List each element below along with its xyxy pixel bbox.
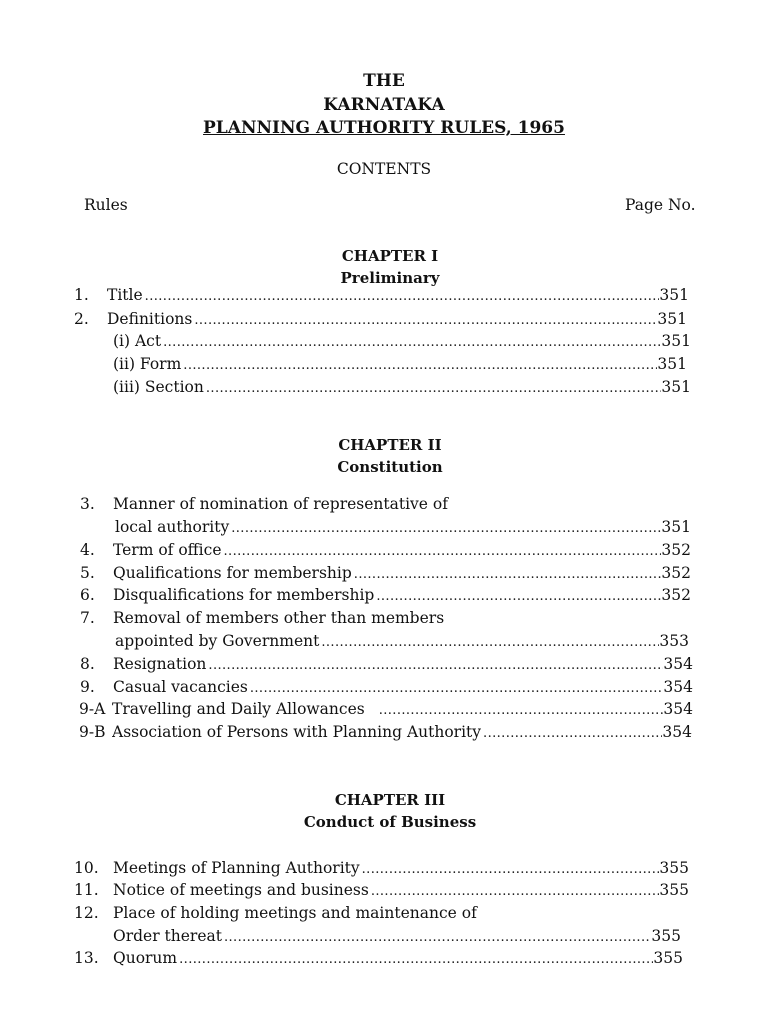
toc-page-number: 355 [659,881,689,899]
dot-leader [374,586,661,606]
toc-entry-7[interactable] [115,630,689,652]
toc-page-number: 351 [657,355,687,373]
toc-entry-label: Place of holding meetings and maintenance of [113,904,477,922]
toc-entry-label: Casual vacancies [113,678,248,696]
dot-leader [365,700,664,720]
toc-entry-label: Disqualifications for membership [113,586,375,604]
dot-leader [248,678,664,698]
toc-entry-9a[interactable] [112,698,693,720]
toc-entry-label: Resignation [113,655,207,673]
toc-entry-3-first-line: 3. Manner of nomination of representative of [80,495,448,513]
chapter-3-subtitle: Conduct of Business [303,813,477,831]
dot-leader [229,518,661,538]
toc-entry-6[interactable] [113,584,691,606]
chapter-3-title: CHAPTER III [334,791,446,809]
dot-leader [181,355,657,375]
toc-entry-label: Manner of nomination of representative of [113,495,448,513]
toc-page-number: 352 [661,586,691,604]
toc-entry-label: (iii) Section [113,378,204,396]
toc-entry-12-first-line: 12. Place of holding meetings and maintenance of [74,904,477,922]
dot-leader [352,564,662,584]
toc-entry-5[interactable] [113,562,691,584]
chapter-1-heading [0,245,768,289]
chapter-1-subtitle: Preliminary [340,269,440,287]
chapter-1-title: CHAPTER I [341,247,439,265]
toc-page-number: 352 [661,564,691,582]
toc-entry-label: Term of office [113,541,222,559]
toc-entry-label: Association of Persons with Planning Authority [112,723,482,741]
document-page: THE KARNATAKA PLANNING AUTHORITY RULES, 1965 CONTENTS Rules Page No. CHAPTER I Preliminary 1. Title ..... 351 2. Definitions ..... 351 (i) Act ..... 351 (ii) Form ..... 351 (iii) Section ..... 351 CHAPTER II Constitution 3. Manner of nomination of representative of local authority ..... 351 4. Term of office ..... 352 5. Qualifications for membership ..... 352 6. Disqualifications for membership ..... 352 7. Removal of members other than members appointed by Government ..... 353 8. Resignation ..... 354 9. Casual vacancies ..... 354 9-A Travelling and Daily Allowances ..... 354 9-B Association of Persons with Planning Authority ..... 354 CHAPTER III Conduct of Business 10. Meetings of Planning Authority ..... 355 11. Notice of meetings and business ..... 355 12. Place of holding meetings and maintenance of Order thereat ..... 355 13. Quorum ..... 355 [0,0,768,1024]
toc-entry-label-continuation: Order thereat [113,927,222,945]
dot-leader [222,541,662,561]
toc-entry-2[interactable] [107,308,687,330]
toc-page-number: 353 [659,632,689,650]
toc-page-number: 351 [659,286,689,304]
toc-entry-label: Qualifications for membership [113,564,352,582]
page-no-column-heading: Page No. [625,196,696,214]
dot-leader [319,632,659,652]
chapter-3-heading [0,789,768,833]
dot-leader [369,881,660,901]
chapter-2-subtitle: Constitution [337,458,443,476]
toc-page-number: 354 [663,655,693,673]
title-line-2: KARNATAKA [323,94,445,115]
toc-page-number: 351 [661,332,691,350]
toc-page-number: 352 [661,541,691,559]
toc-entry-12[interactable] [113,925,681,947]
dot-leader [177,949,653,969]
toc-page-number: 351 [661,378,691,396]
rules-column-heading: Rules [84,196,128,214]
toc-page-number: 354 [662,723,692,741]
toc-page-number: 354 [663,678,693,696]
toc-entry-9b[interactable] [112,721,692,743]
toc-entry-label: Title [107,286,143,304]
dot-leader [161,332,661,352]
toc-entry-13[interactable] [113,947,683,969]
toc-page-number: 354 [663,700,693,718]
toc-entry-label: Definitions [107,310,193,328]
toc-entry-2-i[interactable] [113,330,691,352]
toc-entry-7-first-line: 7. Removal of members other than members [80,609,445,627]
toc-page-number: 351 [657,310,687,328]
toc-page-number: 351 [661,518,691,536]
dot-leader [192,310,657,330]
toc-page-number: 355 [659,859,689,877]
dot-leader [204,378,662,398]
toc-entry-2-ii[interactable] [113,353,687,375]
toc-entry-2-iii[interactable] [113,376,691,398]
dot-leader [360,859,660,879]
toc-entry-10[interactable] [113,857,689,879]
toc-entry-8[interactable] [113,653,693,675]
contents-heading: CONTENTS [336,160,432,178]
dot-leader [206,655,663,675]
toc-entry-label: Meetings of Planning Authority [113,859,360,877]
toc-page-number: 355 [653,949,683,967]
chapter-2-title: CHAPTER II [338,436,442,454]
dot-leader [222,927,651,947]
document-title [0,70,768,141]
title-line-1: THE [363,71,405,91]
chapter-2-heading [0,434,768,478]
toc-entry-1[interactable] [107,284,689,306]
toc-entry-4[interactable] [113,539,691,561]
toc-entry-11[interactable] [113,879,689,901]
dot-leader [481,723,662,743]
toc-entry-9[interactable] [113,676,693,698]
toc-page-number: 355 [651,927,681,945]
title-line-3: PLANNING AUTHORITY RULES, 1965 [203,118,565,138]
toc-entry-label: (i) Act [113,332,162,350]
toc-entry-label: Quorum [113,949,178,967]
toc-entry-3[interactable] [115,516,691,538]
dot-leader [143,286,660,306]
toc-entry-label-continuation: local authority [115,518,230,536]
toc-entry-label: (ii) Form [113,355,182,373]
toc-entry-label: Notice of meetings and business [113,881,369,899]
toc-entry-label: Travelling and Daily Allowances [112,700,365,718]
toc-entry-label: Removal of members other than members [113,609,445,627]
toc-entry-label-continuation: appointed by Government [115,632,320,650]
